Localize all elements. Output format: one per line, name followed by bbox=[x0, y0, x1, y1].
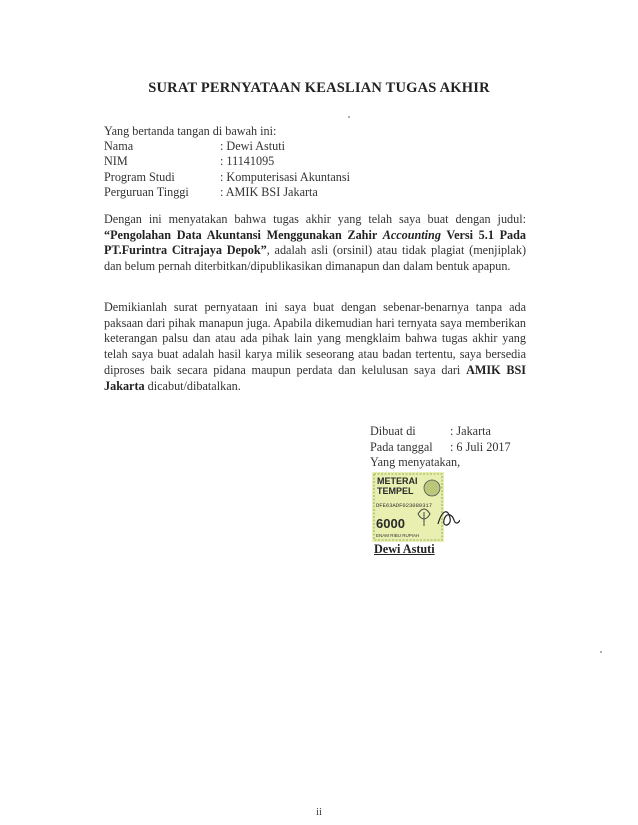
intro-text: Yang bertanda tangan di bawah ini: bbox=[104, 124, 277, 138]
place-label: Dibuat di bbox=[370, 424, 416, 438]
stamp-text-line2: TEMPEL bbox=[377, 486, 414, 496]
statement-paragraph bbox=[104, 212, 526, 275]
statement-lead: Dengan ini menyatakan bahwa tugas akhir yang telah saya buat dengan judul: bbox=[104, 212, 526, 226]
identity-value: : Komputerisasi Akuntansi bbox=[220, 169, 350, 184]
scan-speck bbox=[600, 651, 602, 653]
signature-date bbox=[370, 440, 511, 456]
declaration-paragraph bbox=[104, 300, 526, 394]
identity-row bbox=[104, 185, 350, 200]
page-number: ii bbox=[315, 806, 323, 818]
institution-name: AMIK BSI Jakarta bbox=[104, 362, 526, 393]
stamp-amount: 6000 bbox=[376, 516, 405, 531]
revenue-stamp bbox=[372, 472, 460, 542]
stamp-subtext: ENAM RIBU RUPIAH bbox=[376, 533, 420, 538]
identity-value: : 11141095 bbox=[220, 154, 275, 169]
identity-label: Nama bbox=[104, 139, 134, 153]
scan-speck bbox=[348, 116, 350, 118]
statement-rest: , adalah asli (orsinil) atau tidak plagiat (menjiplak) dan belum pernah diterbitkan/dipublikasikan dimanapun dan dalam bentuk apapun. bbox=[104, 243, 526, 274]
thesis-title-part1: “Pengolahan Data Akuntansi Menggunakan Zahir bbox=[104, 227, 383, 242]
stamp-text-line1: METERAI bbox=[377, 476, 418, 486]
identity-row bbox=[104, 154, 350, 169]
place-value: : Jakarta bbox=[450, 424, 491, 438]
stamp-serial: DFE63ADF023080317 bbox=[376, 502, 433, 509]
identity-label: Perguruan Tinggi bbox=[104, 184, 189, 199]
identity-label: NIM bbox=[104, 154, 128, 169]
identity-value: : AMIK BSI Jakarta bbox=[220, 184, 318, 199]
signature-block bbox=[370, 424, 511, 471]
thesis-title-part2: Versi 5.1 Pada PT.Furintra Citrajaya Depok” bbox=[104, 227, 526, 258]
identity-value: : Dewi Astuti bbox=[220, 139, 286, 153]
signature-place bbox=[370, 424, 511, 440]
garuda-emblem-icon bbox=[424, 480, 440, 496]
identity-row bbox=[104, 139, 350, 154]
identity-label: Program Studi bbox=[104, 169, 175, 184]
thesis-title-italic: Accounting bbox=[382, 227, 441, 242]
declaration-end: dicabut/dibatalkan. bbox=[144, 378, 241, 393]
declaration-text: Demikianlah surat pernyataan ini saya buat dengan sebenar-benarnya tanpa ada paksaan dari pihak manapun juga. Apabila dikemudian hari ternyata saya memberikan keterangan palsu dan atau ada pihak lain yang mengklaim bahwa tugas akhir yang telah saya buat adalah hasil karya milik seseorang atau badan tertentu, saya bersedia diproses baik secara pidana maupun perdata dan kelulusan saya dari bbox=[104, 300, 526, 377]
signatory-name: Dewi Astuti bbox=[374, 542, 435, 556]
date-label: Pada tanggal bbox=[370, 439, 433, 454]
identity-row bbox=[104, 170, 350, 185]
closing-text: Yang menyatakan, bbox=[370, 455, 461, 469]
identity-table bbox=[104, 139, 350, 200]
date-value: : 6 Juli 2017 bbox=[450, 439, 511, 454]
document-title: SURAT PERNYATAAN KEASLIAN TUGAS AKHIR bbox=[148, 80, 490, 96]
